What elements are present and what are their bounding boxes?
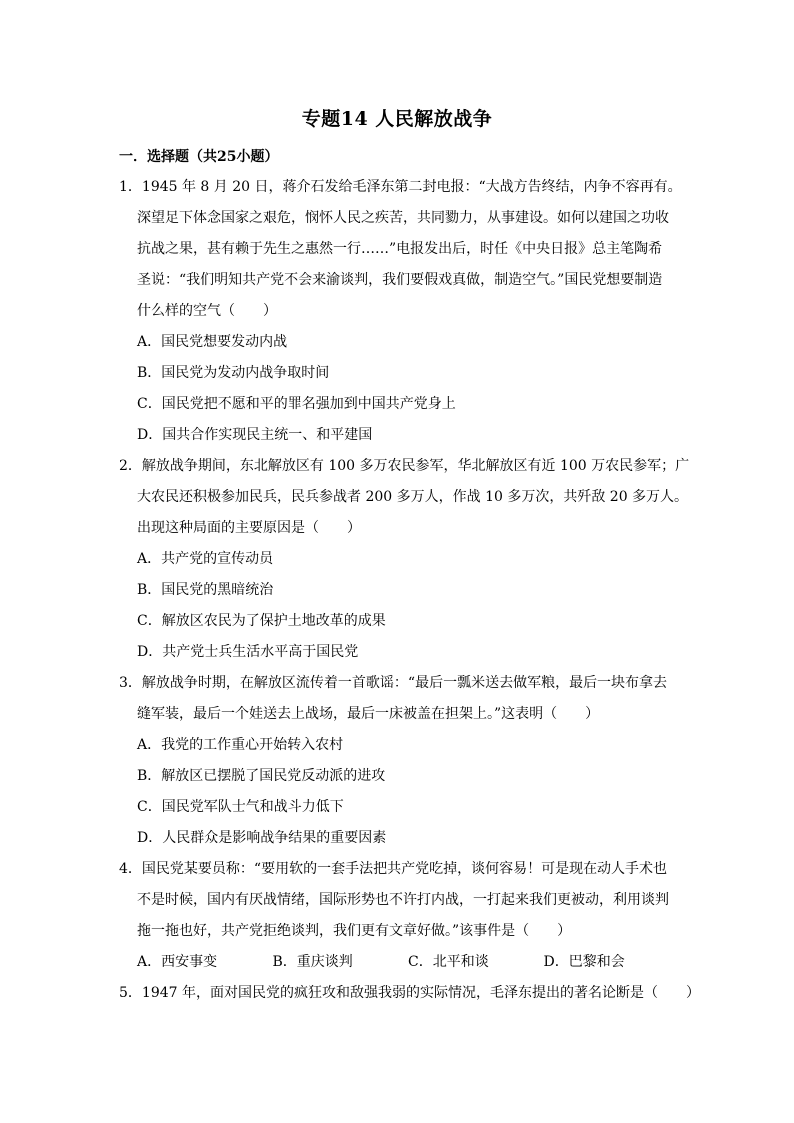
option-b: B．国民党的黑暗统治 [137, 582, 274, 598]
question-text-line: 拖一拖也好，共产党拒绝谈判，我们更有文章好做。”该事件是（ ） [137, 923, 572, 939]
options-inline [119, 947, 679, 978]
question-1 [119, 172, 682, 451]
question-text-line: 4．国民党某要员称：“要用软的一套手法把共产党吃掉，谈何容易！可是现在动人手术也 [119, 861, 668, 877]
option-a: A．共产党的宣传动员 [137, 551, 274, 567]
question-5 [119, 978, 700, 1009]
question-text-line: 深望足下体念国家之艰危，悯怀人民之疾苦，共同勠力，从事建设。如何以建国之功收 [137, 210, 669, 226]
question-list [119, 172, 700, 1009]
option-a: A．我党的工作重心开始转入农村 [137, 737, 344, 753]
option-d: D．巴黎和会 [543, 954, 625, 970]
question-text-line: 出现这种局面的主要原因是（ ） [137, 520, 361, 536]
question-text-line: 抗战之果，甚有赖于先生之惠然一行……”电报发出后，时任《中央日报》总主笔陶希 [137, 241, 663, 257]
question-text-line: 3．解放战争时期，在解放区流传着一首歌谣：“最后一瓢米送去做军粮，最后一块布拿去 [119, 675, 668, 691]
question-2 [119, 451, 690, 668]
question-text-line: 1．1945 年 8 月 20 日，蒋介石发给毛泽东第二封电报：“大战方告终结，内争不容再有。 [119, 179, 682, 195]
option-a: A．西安事变 [137, 954, 218, 970]
question-text-line: 大农民还积极参加民兵，民兵参战者 200 多万人，作战 10 多万次，共歼敌 20 多万人。 [137, 489, 689, 505]
option-d: D．共产党士兵生活水平高于国民党 [137, 644, 359, 660]
option-b: B．解放区已摆脱了国民党反动派的进攻 [137, 768, 386, 784]
question-4 [119, 854, 679, 978]
option-d: D．国共合作实现民主统一、和平建国 [137, 427, 373, 443]
option-c: C．国民党把不愿和平的罪名强加到中国共产党身上 [137, 396, 456, 412]
question-text-line: 2．解放战争期间，东北解放区有 100 多万农民参军，华北解放区有近 100 万农民参军；广 [119, 458, 690, 474]
option-a: A．国民党想要发动内战 [137, 334, 288, 350]
question-text-line: 圣说：“我们明知共产党不会来渝谈判，我们要假戏真做，制造空气。”国民党想要制造 [137, 272, 663, 288]
section-header: 一．选择题（共25小题） [119, 149, 279, 165]
option-c: C．解放区农民为了保护土地改革的成果 [137, 613, 386, 629]
question-3 [119, 668, 679, 854]
option-c: C．北平和谈 [408, 954, 489, 970]
question-text-line: 什么样的空气（ ） [137, 303, 277, 319]
option-c: C．国民党军队士气和战斗力低下 [137, 799, 344, 815]
option-b: B．重庆谈判 [272, 954, 353, 970]
option-d: D．人民群众是影响战争结果的重要因素 [137, 830, 387, 846]
option-b: B．国民党为发动内战争取时间 [137, 365, 330, 381]
question-text-line: 5．1947 年，面对国民党的疯狂攻和敌强我弱的实际情况，毛泽东提出的著名论断是（ ） [119, 985, 700, 1001]
page-title: 专题14 人民解放战争 [301, 108, 493, 130]
question-text-line: 不是时候，国内有厌战情绪，国际形势也不许打内战，一打起来我们更被动，利用谈判 [137, 892, 669, 908]
question-text-line: 缝军装，最后一个娃送去上战场，最后一床被盖在担架上。”这表明（ ） [137, 706, 600, 722]
